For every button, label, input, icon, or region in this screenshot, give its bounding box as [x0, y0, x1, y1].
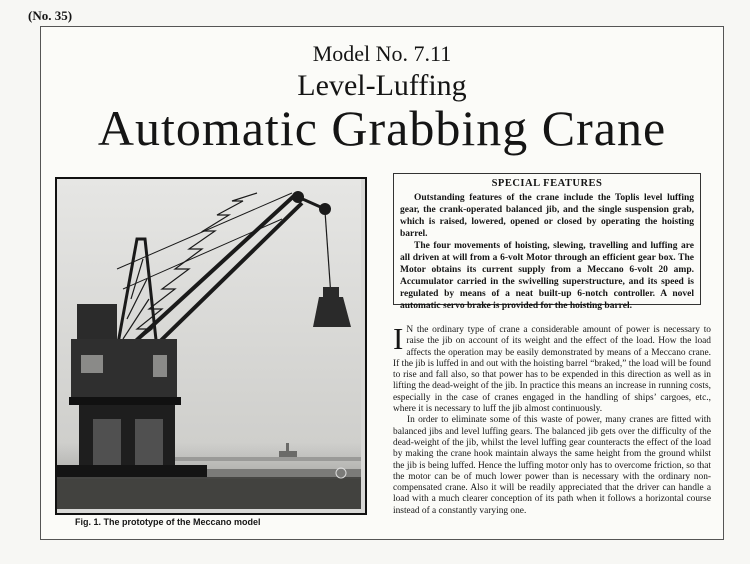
page-frame	[40, 26, 724, 540]
drop-cap: I	[393, 321, 404, 356]
body-paragraph-2: In order to eliminate some of this waste of power, many cranes are fitted with balanced jibs and level luffing gears. The balanced jib gets over the difficulty of the dead-weight of the jib, whilst the level luffing gear counteracts the effect of the load by making the crane hook maintain always the same height from the ground whilst the jib is being luffed. Hence the luffing motor only has to overcome friction, so that the motor can be of much lower power than is necessary with the ordinary non-compensated crane. Also it will be readily appreciated that the driver can handle a load with a much clearer conception of its path when it follows a horizontal course instead of a constantly varying one.	[393, 415, 711, 516]
features-paragraph-2: The four movements of hoisting, slewing, travelling and luffing are all driven at will from a 6-volt Motor through an efficient gear box. The Motor obtains its current supply from a Meccano 6-volt 20 amp. Accumulator carried in the swivelling superstructure, and its speed is regulated by means of a neat built-up 6-notch controller. A novel automatic servo brake is provided for the hoisting barrel.	[400, 241, 694, 311]
page-title: Automatic Grabbing Crane	[97, 100, 667, 156]
crane-illustration	[57, 179, 361, 509]
body-paragraph-1	[393, 321, 711, 415]
page-number: (No. 35)	[28, 8, 73, 23]
article-body	[393, 321, 711, 517]
body-paragraph-1-text: N the ordinary type of crane a considerable amount of power is necessary to raise the jib on account of its weight and the effect of the load. How the load affects the operation may be easily demonstrated by means of a Meccano crane. If the jib is luffed in and out with the hoisting barrel “braked,” the load will be found to rise and fall also, so that power has to be expended in this direction as well as in lifting the dead-weight of the jib. In practice this means an increase in running costs, especially in the case of cranes engaged in the handling of ships’ cargoes, etc., where it is necessary to luff the jib almost continuously.	[393, 325, 711, 415]
crane-photo	[55, 177, 367, 515]
figure-caption: Fig. 1. The prototype of the Meccano model	[75, 517, 261, 527]
features-heading: SPECIAL FEATURES	[491, 178, 603, 189]
model-number: Model No. 7.11	[312, 41, 452, 66]
page-subtitle: Level-Luffing	[297, 69, 467, 102]
features-paragraph-1: Outstanding features of the crane include the Toplis level luffing gear, the crank-operated balanced jib, and the single suspension grab, which is raised, lowered, opened or closed by operating the hoisting barrel.	[400, 193, 694, 239]
special-features-box	[393, 173, 701, 311]
